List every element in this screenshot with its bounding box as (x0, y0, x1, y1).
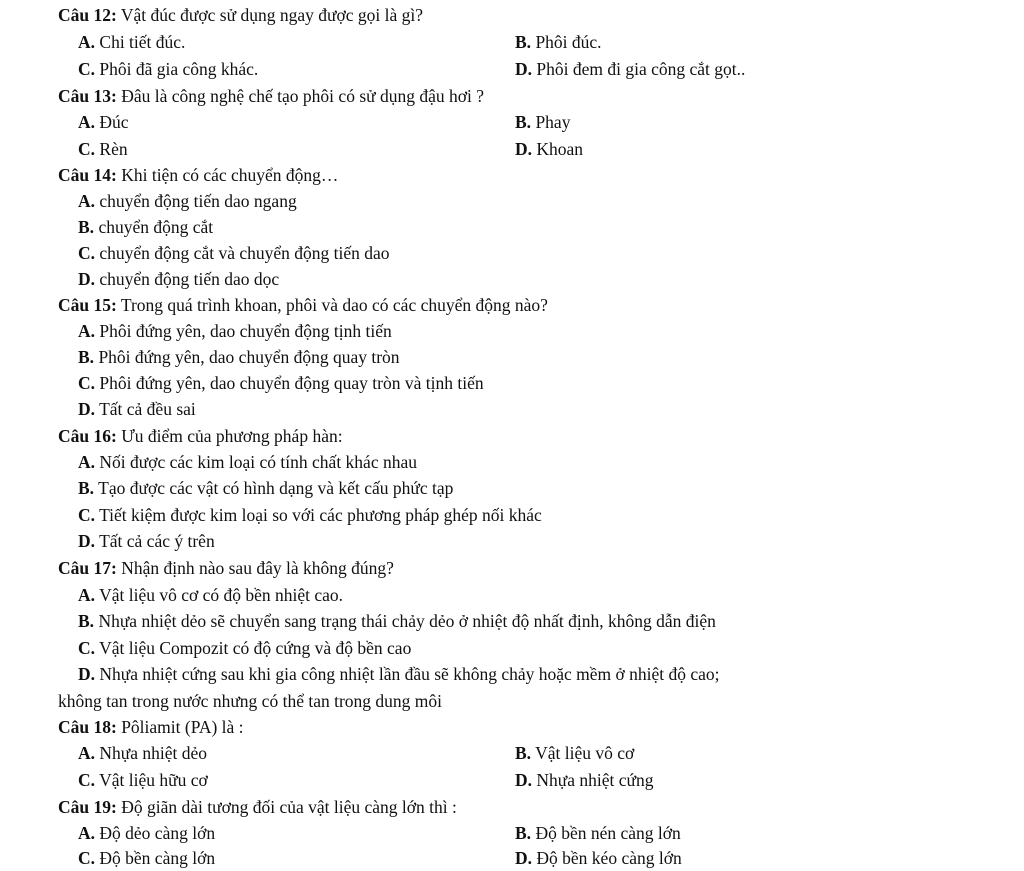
option-text: Đúc (99, 112, 129, 132)
option-c (78, 767, 208, 793)
option-a (78, 29, 185, 55)
question-text: Pôliamit (PA) là : (121, 717, 244, 737)
question-text: Trong quá trình khoan, phôi và dao có các chuyển động nào? (120, 295, 548, 315)
option-letter: A. (78, 321, 96, 341)
option-text: Phôi đem đi gia công cắt gọt.. (536, 59, 746, 79)
question-18 (58, 714, 244, 740)
option-text: Rèn (99, 139, 128, 159)
option-c (78, 502, 542, 528)
question-16 (58, 423, 343, 449)
option-letter: D. (78, 531, 96, 551)
option-a (78, 582, 343, 608)
option-letter: C. (78, 638, 96, 658)
question-number: Câu 12: (58, 5, 117, 25)
option-text: chuyển động cắt và chuyển động tiến dao (99, 243, 390, 263)
option-text: Chi tiết đúc. (99, 32, 186, 52)
option-letter: C. (78, 59, 96, 79)
option-text: Phôi đúc. (535, 32, 602, 52)
option-text: Nhựa nhiệt dẻo sẽ chuyển sang trạng thái chảy dẻo ở nhiệt độ nhất định, không dẫn điện (98, 611, 716, 631)
option-b (515, 109, 570, 135)
option-letter: B. (78, 217, 95, 237)
option-letter: B. (78, 478, 95, 498)
option-d (515, 56, 745, 82)
option-a (78, 318, 392, 344)
question-number: Câu 17: (58, 558, 117, 578)
question-13 (58, 83, 484, 109)
option-letter: A. (78, 585, 96, 605)
option-text: Vật liệu vô cơ (535, 743, 635, 763)
option-text: Độ bền nén càng lớn (535, 823, 681, 843)
question-text: Ưu điểm của phương pháp hàn: (121, 426, 343, 446)
option-text: Tất cả đều sai (99, 399, 196, 419)
option-letter: A. (78, 452, 96, 472)
option-text: Nối được các kim loại có tính chất khác nhau (99, 452, 417, 472)
option-d (515, 136, 583, 162)
option-letter: A. (78, 32, 96, 52)
option-d (515, 845, 682, 871)
option-c (78, 56, 258, 82)
option-c (78, 845, 215, 871)
option-d (78, 266, 279, 292)
option-text: Nhựa nhiệt cứng sau khi gia công nhiệt lần đầu sẽ không chảy hoặc mềm ở nhiệt độ cao; (99, 664, 720, 684)
option-text: Nhựa nhiệt dẻo (99, 743, 208, 763)
option-letter: C. (78, 770, 96, 790)
option-text: Phôi đứng yên, dao chuyển động quay tròn và tịnh tiến (99, 373, 484, 393)
option-c (78, 370, 484, 396)
option-text: Tất cả các ý trên (99, 531, 215, 551)
question-number: Câu 18: (58, 717, 117, 737)
option-text: Phôi đã gia công khác. (99, 59, 259, 79)
option-d (78, 396, 196, 422)
option-text: chuyển động cắt (98, 217, 214, 237)
option-letter: D. (78, 664, 96, 684)
option-d-continuation: không tan trong nước nhưng có thể tan trong dung môi (58, 691, 443, 711)
question-number: Câu 16: (58, 426, 117, 446)
option-c (78, 136, 128, 162)
option-a (78, 820, 215, 846)
option-letter: C. (78, 848, 96, 868)
option-letter: B. (78, 611, 95, 631)
option-letter: D. (78, 399, 96, 419)
option-text: Khoan (536, 139, 584, 159)
question-12 (58, 2, 423, 28)
option-letter: D. (515, 770, 533, 790)
question-text: Khi tiện có các chuyển động… (121, 165, 339, 185)
option-text: chuyển động tiến dao dọc (99, 269, 280, 289)
option-a (78, 449, 417, 475)
option-letter: B. (515, 823, 532, 843)
question-19 (58, 794, 457, 820)
option-a (78, 188, 297, 214)
option-b (515, 29, 602, 55)
option-b (78, 608, 716, 634)
option-letter: C. (78, 243, 96, 263)
option-text: Tiết kiệm được kim loại so với các phương pháp ghép nối khác (99, 505, 542, 525)
question-number: Câu 14: (58, 165, 117, 185)
option-text: chuyển động tiến dao ngang (99, 191, 297, 211)
question-number: Câu 15: (58, 295, 117, 315)
question-14 (58, 162, 338, 188)
question-number: Câu 13: (58, 86, 117, 106)
option-d (78, 661, 720, 687)
option-text: Nhựa nhiệt cứng (536, 770, 654, 790)
option-d (78, 528, 215, 554)
option-text: Vật liệu Compozit có độ cứng và độ bền cao (99, 638, 412, 658)
option-letter: B. (515, 112, 532, 132)
option-letter: C. (78, 505, 96, 525)
question-15 (58, 292, 548, 318)
option-text: Phay (535, 112, 571, 132)
option-letter: D. (78, 269, 96, 289)
question-text: Độ giãn dài tương đối của vật liệu càng lớn thì : (121, 797, 457, 817)
option-letter: D. (515, 139, 533, 159)
question-text: Đâu là công nghệ chế tạo phôi có sử dụng đậu hơi ? (121, 86, 485, 106)
option-b (78, 475, 453, 501)
option-letter: A. (78, 191, 96, 211)
question-number: Câu 19: (58, 797, 117, 817)
option-letter: B. (515, 32, 532, 52)
option-letter: A. (78, 112, 96, 132)
option-b (515, 740, 634, 766)
option-letter: A. (78, 823, 96, 843)
option-text: Phôi đứng yên, dao chuyển động quay tròn (98, 347, 400, 367)
option-a (78, 109, 129, 135)
option-letter: B. (78, 347, 95, 367)
option-letter: D. (515, 848, 533, 868)
option-letter: B. (515, 743, 532, 763)
option-text: Độ bền kéo càng lớn (536, 848, 682, 868)
option-text: Độ bền càng lớn (99, 848, 216, 868)
option-c (78, 240, 390, 266)
option-b (78, 214, 213, 240)
option-text: Phôi đứng yên, dao chuyển động tịnh tiến (99, 321, 392, 341)
option-text: Vật liệu vô cơ có độ bền nhiệt cao. (99, 585, 344, 605)
question-text: Vật đúc được sử dụng ngay được gọi là gì? (120, 5, 423, 25)
option-b (515, 820, 681, 846)
option-letter: D. (515, 59, 533, 79)
question-17 (58, 555, 394, 581)
option-text: Vật liệu hữu cơ (99, 770, 208, 790)
option-letter: C. (78, 373, 96, 393)
option-letter: A. (78, 743, 96, 763)
option-c (78, 635, 411, 661)
option-text: Độ dẻo càng lớn (99, 823, 216, 843)
option-d (515, 767, 654, 793)
option-b (78, 344, 400, 370)
question-text: Nhận định nào sau đây là không đúng? (121, 558, 394, 578)
option-text: Tạo được các vật có hình dạng và kết cấu phức tạp (98, 478, 454, 498)
option-letter: C. (78, 139, 96, 159)
option-a (78, 740, 207, 766)
